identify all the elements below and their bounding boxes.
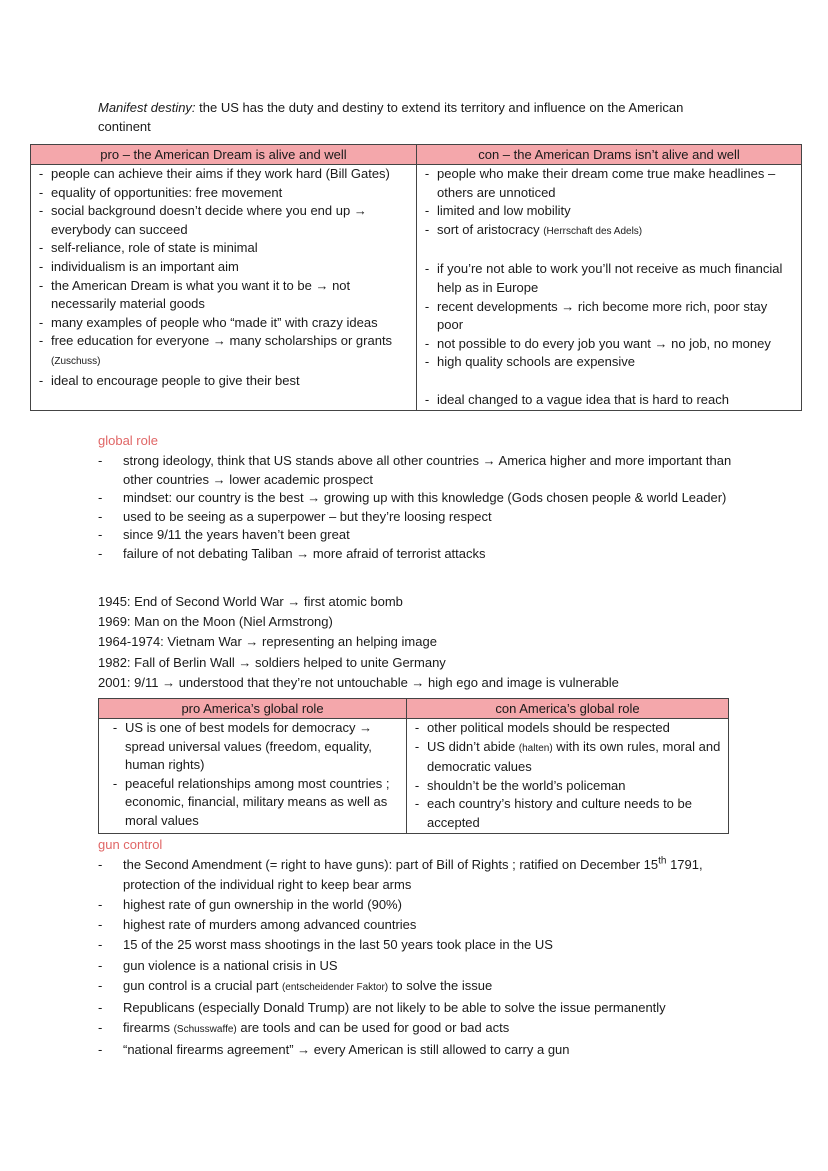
list-item: - mindset: our country is the best → growing up with this knowledge (Gods chosen people & world Leader) — [98, 490, 727, 506]
list-item: - equality of opportunities: free movement — [38, 184, 283, 200]
global-con-column — [407, 719, 729, 834]
list-item: - “national firearms agreement” → every American is still allowed to carry a gun — [98, 1042, 570, 1058]
list-item: - highest rate of gun ownership in the world (90%) — [98, 897, 402, 912]
list-item: - failure of not debating Taliban → more afraid of terrorist attacks — [98, 545, 486, 561]
list-item: - ideal changed to a vague idea that is hard to reach — [424, 391, 729, 407]
list-item: - people can achieve their aims if they work hard (Bill Gates) — [38, 166, 390, 181]
list-item: - sort of aristocracy (Herrschaft des Adels) — [424, 221, 643, 237]
list-item: - shouldn’t be the world’s policeman — [414, 777, 626, 793]
timeline-item: 1982: Fall of Berlin Wall → soldiers helped to unite Germany — [98, 654, 446, 670]
manifest-destiny-text: the US has the duty and destiny to extend its territory and influence on the American continent — [98, 100, 684, 134]
list-item: - since 9/11 the years haven’t been great — [98, 527, 350, 543]
dream-con-column — [417, 165, 802, 411]
list-item: - many examples of people who “made it” with crazy ideas — [38, 314, 378, 330]
list-item: - highest rate of murders among advanced countries — [98, 917, 417, 933]
global-pro-header: pro America’s global role — [99, 699, 407, 719]
list-item: - the Second Amendment (= right to have guns): part of Bill of Rights ; ratified on December 15th 1791, protection of the individual right to keep bear arms — [98, 855, 703, 892]
gun-control-heading: gun control — [98, 837, 163, 852]
list-item: - used to be seeing as a superpower – but they’re loosing respect — [98, 508, 492, 524]
dream-con-header: con – the American Drams isn’t alive and well — [417, 145, 802, 165]
manifest-destiny-definition — [98, 99, 738, 136]
global-role-bullets — [98, 452, 758, 564]
list-item: - free education for everyone → many scholarships or grants (Zuschuss) — [38, 333, 393, 367]
list-item: - ideal to encourage people to give their best — [38, 372, 300, 388]
list-item: - gun control is a crucial part (entscheidender Faktor) to solve the issue — [98, 977, 493, 993]
list-item: - if you’re not able to work you’ll not receive as much financial help as in Europe — [424, 261, 783, 295]
list-item: - limited and low mobility — [424, 203, 571, 219]
list-item: - peaceful relationships among most countries ; economic, financial, military means as well as moral values — [112, 775, 390, 828]
list-item: - individualism is an important aim — [38, 258, 239, 274]
dream-pro-column — [31, 165, 417, 411]
list-item: - social background doesn’t decide where you end up → everybody can succeed — [38, 203, 367, 237]
timeline-item: 2001: 9/11 → understood that they’re not untouchable → high ego and image is vulnerable — [98, 674, 619, 690]
list-item: - firearms (Schusswaffe) are tools and can be used for good or bad acts — [98, 1020, 510, 1036]
list-item: - Republicans (especially Donald Trump) are not likely to be able to solve the issue permanently — [98, 1000, 666, 1016]
list-item: - US didn’t abide (halten) with its own rules, moral and democratic values — [414, 738, 721, 775]
timeline — [98, 593, 758, 694]
global-con-header: con America’s global role — [407, 699, 729, 719]
dream-pro-header: pro – the American Dream is alive and well — [31, 145, 417, 165]
list-item: - not possible to do every job you want → no job, no money — [424, 335, 771, 351]
list-item: - 15 of the 25 worst mass shootings in the last 50 years took place in the US — [98, 937, 553, 953]
list-item: - people who make their dream come true make headlines – others are unnoticed — [424, 166, 776, 200]
list-item: - strong ideology, think that US stands above all other countries → America higher and more important than other countries → lower academic prospect — [98, 453, 732, 487]
global-pro-column — [99, 719, 407, 834]
list-item: - the American Dream is what you want it to be → not necessarily material goods — [38, 277, 351, 312]
list-item: - US is one of best models for democracy → spread universal values (freedom, equality, human rights) — [112, 720, 373, 773]
list-item: - high quality schools are expensive — [424, 354, 636, 370]
timeline-item: 1969: Man on the Moon (Niel Armstrong) — [98, 614, 333, 630]
timeline-item: 1945: End of Second World War → first atomic bomb — [98, 594, 403, 609]
list-item: - gun violence is a national crisis in US — [98, 957, 338, 973]
list-item: - self-reliance, role of state is minimal — [38, 240, 258, 256]
timeline-item: 1964-1974: Vietnam War → representing an helping image — [98, 634, 437, 650]
global-role-table — [98, 698, 729, 834]
list-item: - other political models should be respected — [414, 720, 670, 735]
gun-control-bullets — [98, 855, 758, 1061]
list-item: - recent developments → rich become more rich, poor stay poor — [424, 298, 768, 333]
list-item: - each country’s history and culture needs to be accepted — [414, 796, 692, 830]
american-dream-table — [30, 144, 802, 411]
manifest-destiny-term: Manifest destiny: — [98, 100, 196, 115]
global-role-heading: global role — [98, 433, 158, 448]
